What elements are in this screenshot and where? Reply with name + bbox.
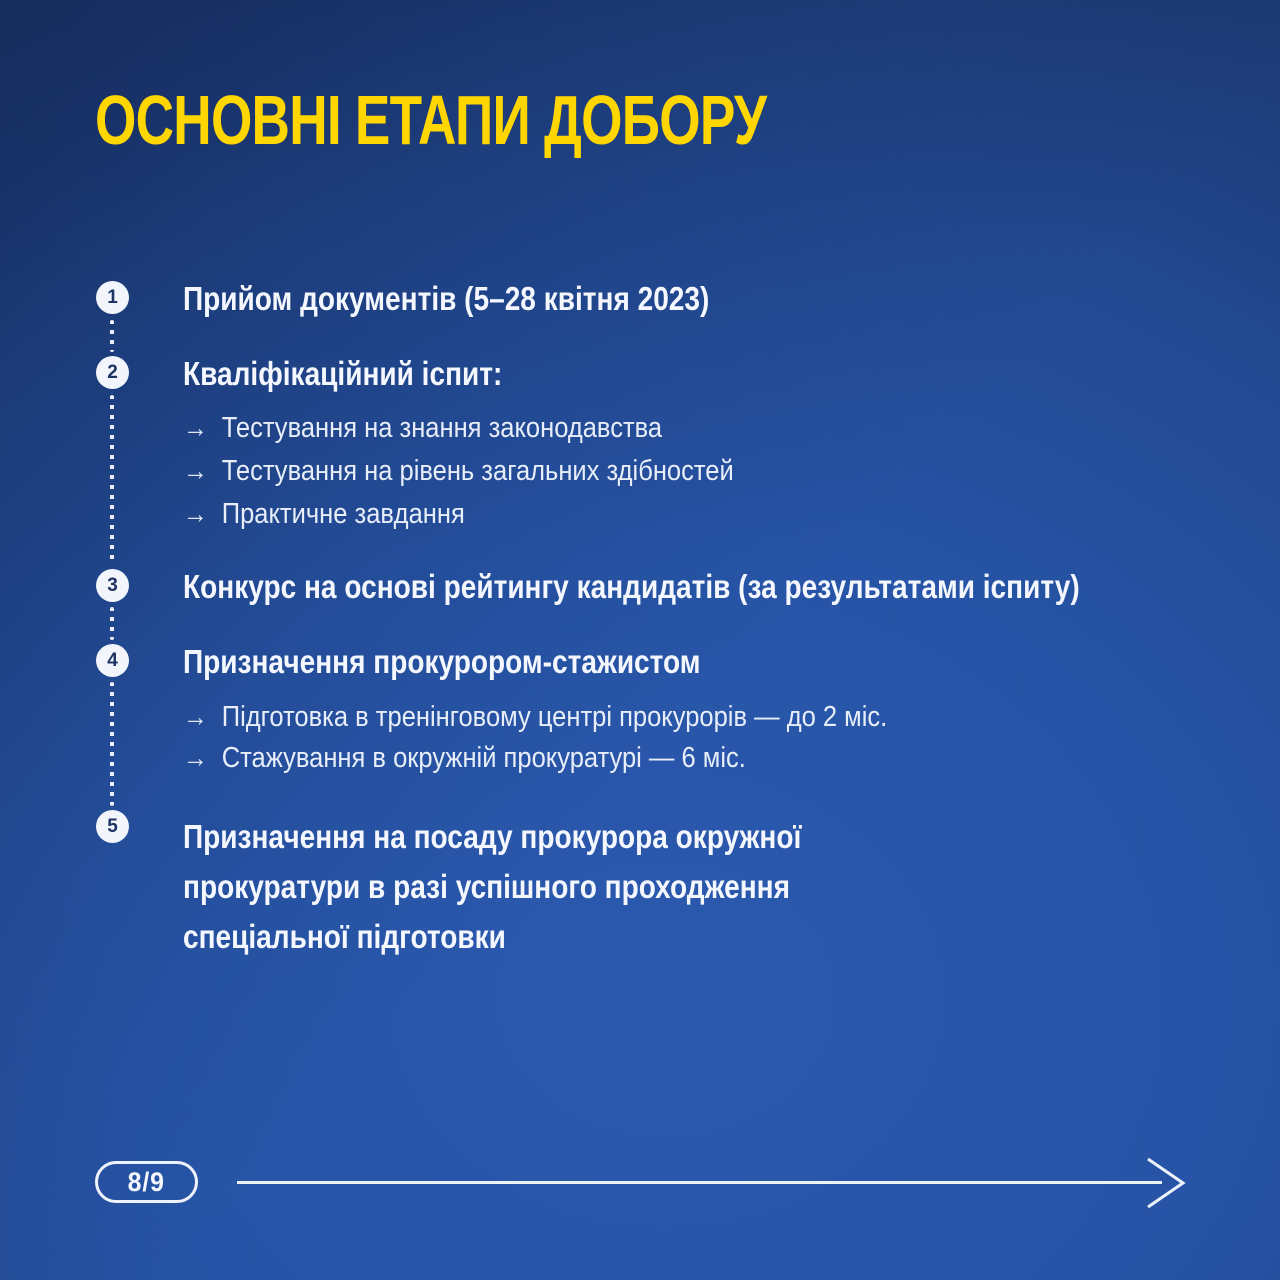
- arrow-bullet-icon: →: [183, 412, 208, 443]
- step-2-subitem: [183, 499, 465, 529]
- step-4-title: Призначення прокурором-стажистом: [183, 643, 701, 680]
- timeline-connector: [110, 607, 114, 640]
- page-title: ОСНОВНІ ЕТАПИ ДОБОРУ: [95, 81, 767, 159]
- timeline-connector: [110, 320, 114, 352]
- subitem-label: Підготовка в тренінговому центрі прокурорів — до 2 міс.: [221, 701, 888, 733]
- arrow-bullet-icon: →: [183, 455, 208, 486]
- step-2-subitem: [183, 413, 662, 443]
- step-5-title: [183, 812, 801, 962]
- subitem-label: Стажування в окружній прокуратурі — 6 міс.: [221, 742, 746, 774]
- progress-line: [237, 1181, 1162, 1184]
- step-3-title: Конкурс на основі рейтингу кандидатів (за результатами іспиту): [183, 568, 1080, 605]
- step-1-number-badge: 1: [96, 281, 129, 314]
- subitem-label: Тестування на знання законодавства: [221, 412, 663, 444]
- subitem-label: Тестування на рівень загальних здібностей: [221, 455, 734, 487]
- page-indicator-badge: [95, 1161, 198, 1203]
- next-arrow-icon[interactable]: [1142, 1152, 1188, 1214]
- step-5-title-line: Призначення на посаду прокурора окружної: [183, 818, 802, 855]
- step-2-number-badge: 2: [96, 356, 129, 389]
- step-2-title: Кваліфікаційний іспит:: [183, 355, 503, 392]
- timeline-connector: [110, 395, 114, 565]
- step-5-number-badge: 5: [96, 810, 129, 843]
- step-4-subitem: [183, 743, 746, 773]
- arrow-bullet-icon: →: [183, 498, 208, 529]
- step-3-number-badge: 3: [96, 569, 129, 602]
- page-indicator-label: 8/9: [127, 1166, 166, 1197]
- timeline-connector: [110, 682, 114, 806]
- step-2-subitem: [183, 456, 734, 486]
- arrow-bullet-icon: →: [183, 742, 208, 773]
- arrow-bullet-icon: →: [183, 701, 208, 732]
- step-1-title: Прийом документів (5–28 квітня 2023): [183, 280, 710, 317]
- step-4-number-badge: 4: [96, 644, 129, 677]
- subitem-label: Практичне завдання: [221, 498, 465, 530]
- step-5-title-line: спеціальної підготовки: [183, 918, 506, 955]
- step-4-subitem: [183, 702, 887, 732]
- step-5-title-line: прокуратури в разі успішного проходження: [183, 868, 790, 905]
